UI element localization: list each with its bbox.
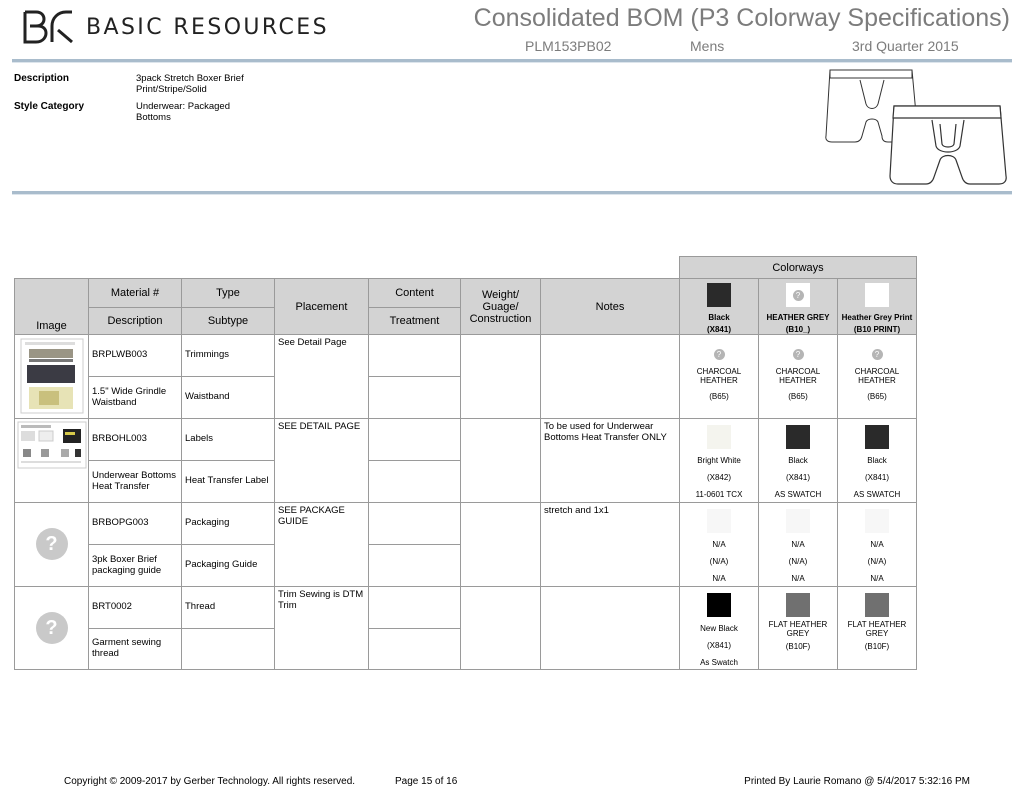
missing-image-icon: ? xyxy=(36,528,68,560)
colorway-swatch xyxy=(707,425,731,449)
type-column-header: Type xyxy=(182,279,275,308)
colorway-cell: N/A (N/A) N/A xyxy=(680,503,759,587)
content xyxy=(369,335,461,377)
document-title: Consolidated BOM (P3 Colorway Specifications) xyxy=(473,4,1010,32)
description-column-header: Description xyxy=(89,307,182,335)
colorway-cell: Black (X841) AS SWATCH xyxy=(838,419,917,503)
colorway-swatch xyxy=(707,509,731,533)
material-description: Garment sewing thread xyxy=(89,628,182,670)
placement: See Detail Page xyxy=(275,335,369,419)
waistband-thumbnail-image xyxy=(19,337,85,415)
missing-image-icon: ? xyxy=(872,349,883,360)
content-column-header: Content xyxy=(369,279,461,308)
material-number[interactable]: BRBOPG003 xyxy=(89,503,182,545)
colorways-header: Colorways xyxy=(680,257,917,279)
description-value: 3pack Stretch Boxer Brief Print/Stripe/Solid xyxy=(136,73,244,95)
colorway-cell: FLAT HEATHER GREY (B10F) xyxy=(838,587,917,670)
season: 3rd Quarter 2015 xyxy=(852,38,959,54)
material-number[interactable]: BRT0002 xyxy=(89,587,182,629)
material-thumbnail[interactable] xyxy=(15,503,89,587)
notes: To be used for Underwear Bottoms Heat Transfer ONLY xyxy=(541,419,680,503)
treatment xyxy=(369,628,461,670)
weight xyxy=(461,587,541,670)
colorway-cell: N/A (N/A) N/A xyxy=(838,503,917,587)
colorway-swatch xyxy=(786,283,810,307)
colorway-cell: N/A (N/A) N/A xyxy=(759,503,838,587)
notes: stretch and 1x1 xyxy=(541,503,680,587)
content xyxy=(369,587,461,629)
content xyxy=(369,419,461,461)
material-description: 1.5" Wide Grindle Waistband xyxy=(89,377,182,419)
copyright: Copyright © 2009-2017 by Gerber Technology. All rights reserved. xyxy=(64,776,356,787)
treatment xyxy=(369,377,461,419)
colorway-cell: New Black (X841) As Swatch xyxy=(680,587,759,670)
placement-column-header: Placement xyxy=(275,279,369,335)
treatment xyxy=(369,545,461,587)
brand-logo xyxy=(22,10,329,44)
colorway-swatch xyxy=(865,283,889,307)
treatment xyxy=(369,461,461,503)
page-number: Page 15 of 16 xyxy=(395,776,458,787)
header-divider xyxy=(12,59,1012,62)
missing-image-icon: ? xyxy=(793,290,804,301)
placement: Trim Sewing is DTM Trim xyxy=(275,587,369,670)
notes-column-header: Notes xyxy=(541,279,680,335)
material-subtype: Packaging Guide xyxy=(182,545,275,587)
colorway-swatch xyxy=(707,593,731,617)
style-category-label: Style Category xyxy=(14,101,85,112)
material-column-header: Material # xyxy=(89,279,182,308)
material-type: Trimmings xyxy=(182,335,275,377)
colorway-cell: FLAT HEATHER GREY (B10F) xyxy=(759,587,838,670)
brand-name: BASIC RESOURCES xyxy=(86,14,329,40)
placement: SEE DETAIL PAGE xyxy=(275,419,369,503)
division: Mens xyxy=(690,38,725,54)
weight-column-header: Weight/ Guage/ Construction xyxy=(461,279,541,335)
colorway-swatch xyxy=(865,509,889,533)
colorway-cell: Black (X841) AS SWATCH xyxy=(759,419,838,503)
notes xyxy=(541,587,680,670)
missing-image-icon: ? xyxy=(793,349,804,360)
colorway-cell: ? CHARCOAL HEATHER (B65) xyxy=(838,335,917,419)
colorway-header-3: Heather Grey Print (B10 PRINT) xyxy=(838,279,917,335)
material-number[interactable]: BRBOHL003 xyxy=(89,419,182,461)
material-subtype: Waistband xyxy=(182,377,275,419)
colorway-swatch xyxy=(786,593,810,617)
colorway-swatch xyxy=(786,509,810,533)
colorway-header-1: Black (X841) xyxy=(680,279,759,335)
style-number: PLM153PB02 xyxy=(525,38,612,54)
material-thumbnail[interactable] xyxy=(15,587,89,670)
colorway-cell: ? CHARCOAL HEATHER (B65) xyxy=(680,335,759,419)
colorway-swatch xyxy=(865,425,889,449)
material-subtype: Heat Transfer Label xyxy=(182,461,275,503)
material-thumbnail[interactable] xyxy=(15,419,89,503)
material-type: Thread xyxy=(182,587,275,629)
colorway-header-2: ? HEATHER GREY (B10_) xyxy=(759,279,838,335)
material-subtype xyxy=(182,628,275,670)
description-label: Description xyxy=(14,73,70,84)
material-thumbnail[interactable] xyxy=(15,335,89,419)
table-row xyxy=(15,335,917,377)
colorway-cell: Bright White (X842) 11-0601 TCX xyxy=(680,419,759,503)
table-row xyxy=(15,503,917,545)
material-description: Underwear Bottoms Heat Transfer xyxy=(89,461,182,503)
label-thumbnail-image xyxy=(17,421,87,469)
material-type: Packaging xyxy=(182,503,275,545)
material-number[interactable]: BRPLWB003 xyxy=(89,335,182,377)
table-row xyxy=(15,419,917,461)
colorway-cell: ? CHARCOAL HEATHER (B65) xyxy=(759,335,838,419)
colorway-swatch xyxy=(865,593,889,617)
colorway-swatch xyxy=(707,283,731,307)
weight xyxy=(461,419,541,503)
material-type: Labels xyxy=(182,419,275,461)
weight xyxy=(461,335,541,419)
bom-table xyxy=(14,256,917,670)
br-logo-icon xyxy=(22,10,74,44)
content xyxy=(369,503,461,545)
printed-by: Printed By Laurie Romano @ 5/4/2017 5:32:16 PM xyxy=(744,776,970,787)
material-description: 3pk Boxer Brief packaging guide xyxy=(89,545,182,587)
missing-image-icon: ? xyxy=(36,612,68,644)
notes xyxy=(541,335,680,419)
missing-image-icon: ? xyxy=(714,349,725,360)
style-category-value: Underwear: Packaged Bottoms xyxy=(136,101,230,123)
image-column-header: Image xyxy=(15,279,89,335)
treatment-column-header: Treatment xyxy=(369,307,461,335)
weight xyxy=(461,503,541,587)
table-row xyxy=(15,587,917,629)
subtype-column-header: Subtype xyxy=(182,307,275,335)
placement: SEE PACKAGE GUIDE xyxy=(275,503,369,587)
boxer-brief-sketch xyxy=(820,66,1010,188)
colorway-swatch xyxy=(786,425,810,449)
info-divider xyxy=(12,191,1012,194)
